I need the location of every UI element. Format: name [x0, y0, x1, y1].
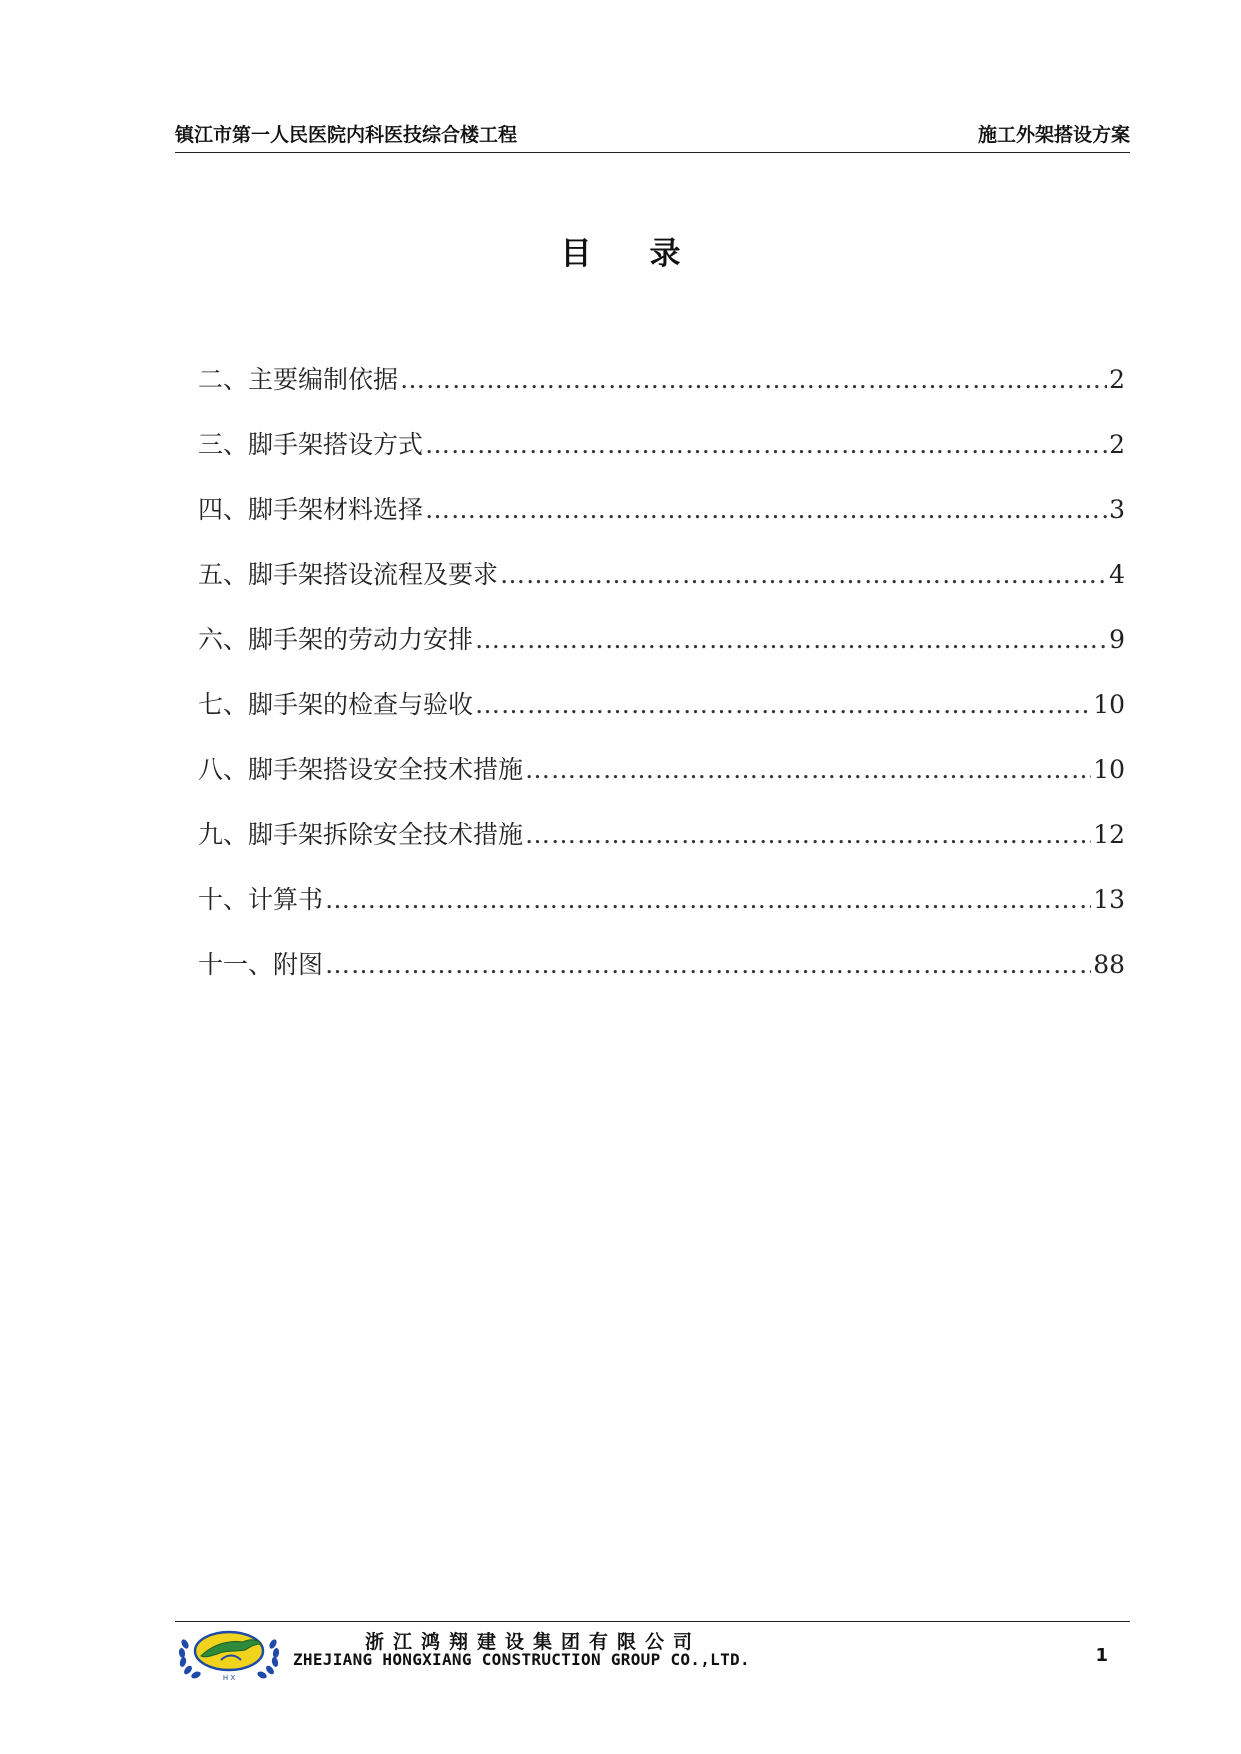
toc-entry[interactable] — [198, 880, 1125, 945]
toc-leader-dots — [425, 495, 1107, 524]
toc-entry-label: 三、脚手架搭设方式 — [198, 430, 424, 459]
toc-entry-label: 七、脚手架的检查与验收 — [198, 690, 474, 719]
document-name: 施工外架搭设方案 — [977, 124, 1130, 146]
toc-entry[interactable] — [198, 685, 1125, 750]
toc-leader-dots — [525, 820, 1091, 849]
toc-leader-dots — [325, 885, 1091, 914]
toc-entry-page: 10 — [1093, 755, 1125, 784]
toc-entry-label: 十一、附图 — [198, 950, 324, 979]
toc-entry-label: 四、脚手架材料选择 — [198, 495, 424, 524]
toc-entry[interactable] — [198, 945, 1125, 1010]
toc-leader-dots — [475, 625, 1107, 654]
toc-entry[interactable] — [198, 750, 1125, 815]
company-name-cn: 浙江鸿翔建设集团有限公司 — [365, 1631, 702, 1653]
toc-entry[interactable] — [198, 360, 1125, 425]
project-name: 镇江市第一人民医院内科医技综合楼工程 — [175, 124, 518, 146]
toc-leader-dots — [400, 365, 1107, 394]
toc-entry-label: 九、脚手架拆除安全技术措施 — [198, 820, 524, 849]
toc-entry[interactable] — [198, 620, 1125, 685]
toc-entry-label: 八、脚手架搭设安全技术措施 — [198, 755, 524, 784]
toc-entry-label: 二、主要编制依据 — [198, 365, 399, 394]
toc-entry-page: 9 — [1109, 625, 1125, 654]
toc-leader-dots — [500, 560, 1107, 589]
toc-entry-label: 六、脚手架的劳动力安排 — [198, 625, 474, 654]
toc-entry-page: 10 — [1093, 690, 1125, 719]
toc-entry-page: 12 — [1093, 820, 1125, 849]
toc-entry-page: 13 — [1093, 885, 1125, 914]
toc-entry-page: 3 — [1109, 495, 1125, 524]
toc-entry[interactable] — [198, 490, 1125, 555]
company-logo-icon — [177, 1626, 281, 1682]
page-header — [175, 118, 1130, 153]
table-of-contents — [198, 360, 1125, 1010]
toc-leader-dots — [325, 950, 1091, 979]
toc-entry[interactable] — [198, 425, 1125, 490]
toc-title: 目录 — [560, 236, 739, 272]
page-footer — [175, 1621, 1130, 1682]
toc-entry-label: 五、脚手架搭设流程及要求 — [198, 560, 499, 589]
toc-leader-dots — [475, 690, 1091, 719]
toc-entry-page: 88 — [1093, 950, 1125, 979]
toc-entry-page: 2 — [1109, 430, 1125, 459]
toc-leader-dots — [525, 755, 1091, 784]
page-number: 1 — [1095, 1645, 1108, 1666]
toc-entry-page: 2 — [1109, 365, 1125, 394]
toc-entry[interactable] — [198, 555, 1125, 620]
toc-entry[interactable] — [198, 815, 1125, 880]
toc-entry-label: 十、计算书 — [198, 885, 324, 914]
company-name-en: ZHEJIANG HONGXIANG CONSTRUCTION GROUP CO.,LTD. — [293, 1650, 750, 1669]
toc-leader-dots — [425, 430, 1107, 459]
logo-letters: H X — [222, 1674, 236, 1682]
toc-entry-page: 4 — [1109, 560, 1125, 589]
